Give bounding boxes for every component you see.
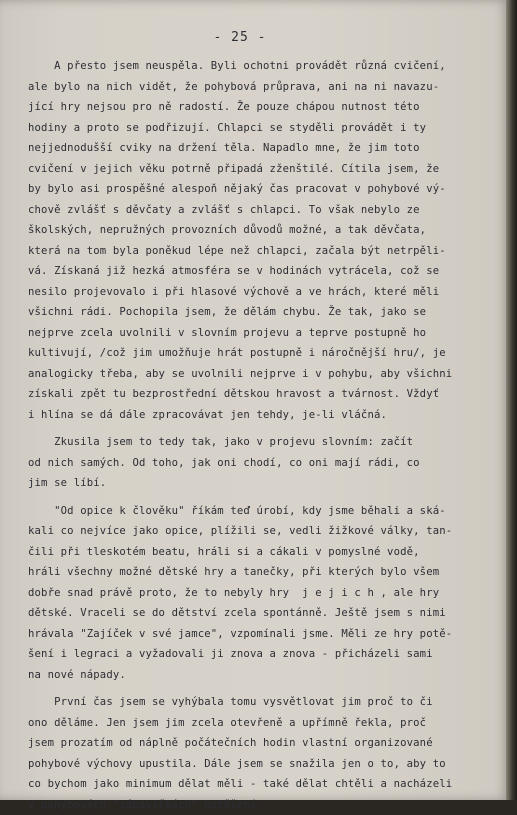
paragraph-gap [28,685,486,692]
text-line: hodiny a proto se podřizují. Chlapci se styděli provádět i ty [28,118,486,139]
text-line: analogicky třeba, aby se uvolnili nejprve i v pohybu, aby všichni [28,364,486,385]
binding-edge-shadow [506,0,517,800]
text-line: chově zvlášť s děvčaty a zvlášť s chlapci. To však nebylo ze [28,200,486,221]
paragraph-4 [28,692,486,815]
text-line: i hlína se dá dále zpracovávat jen tehdy, je-li vláčná. [28,405,486,426]
paragraph-3 [28,501,486,686]
text-line: dětské. Vraceli se do dětství zcela spontánně. Ještě jsem s nimi [28,603,486,624]
text-line: co bychom jako minimum dělat měli - také dělat chtěli a nacházeli [28,774,486,795]
text-line: od nich samých. Od toho, jak oni chodí, co oni mají rádi, co [28,453,486,474]
text-line: na nové nápady. [28,665,486,686]
text-line: kultivují, /což jim umožňuje hrát postupně i náročnější hru/, je [28,343,486,364]
text-line: šení i legraci a vyžadovali ji znova a znova - přicházeli sami [28,644,486,665]
text-line: kali co nejvíce jako opice, plížili se, vedli žižkové války, tan- [28,521,486,542]
text-line: "Od opice k člověku" říkám teď úrobí, kdy jsme běhali a ská- [28,501,486,522]
page-number: - 25 - [0,30,480,45]
page-body [28,56,486,815]
text-line: školských, nepružných provozních důvodů možné, a tak děvčata, [28,220,486,241]
paragraph-2 [28,432,486,494]
text-line: dobře snad právě proto, že to nebyly hry j e j i c h , ale hry [28,583,486,604]
text-line: vá. Získaná již hezká atmosféra se v hodinách vytrácela, což se [28,261,486,282]
text-line: by bylo asi prospěšné alespoň nějaký čas pracovat v pohybové vý- [28,179,486,200]
text-line: První čas jsem se vyhýbala tomu vysvětlovat jim proč to či [28,692,486,713]
paragraph-gap [28,494,486,501]
text-line: pohybové výchovy upustila. Dále jsem se snažila jen o to, aby to [28,754,486,775]
text-line: jim se líbí. [28,473,486,494]
text-line: cvičení v jejich věku potrně připadá zženštilé. Cítila jsem, že [28,159,486,180]
text-line: nejprve zcela uvolnili v slovním projevu a teprve postupně ho [28,323,486,344]
text-line: získali zpět tu bezprostřední dětskou hravost a tvárnost. Vždyť [28,384,486,405]
text-line: nesilo projevovalo i při hlasové výchově a ve hrách, které měli [28,282,486,303]
text-line: jící hry nejsou pro ně radostí. Že pouze chápou nutnost této [28,97,486,118]
text-line: nejjednodušší cviky na držení těla. Napadlo mne, že jim toto [28,138,486,159]
text-line: Zkusila jsem to tedy tak, jako v projevu slovním: začít [28,432,486,453]
text-line: hrávala "Zajíček v své jamce", vzpomínali jsme. Měli ze hry potě- [28,624,486,645]
text-line: která na tom byla poněkud lépe než chlapci, začala být netrpěli- [28,241,486,262]
text-line: čili při tleskotém beatu, hráli si a cákali v pomyslné vodě, [28,542,486,563]
text-line: ono děláme. Jen jsem jim zcela otevřeně a upřímně řekla, proč [28,713,486,734]
paragraph-1 [28,56,486,425]
text-line: A přesto jsem neuspěla. Byli ochotni provádět různá cvičení, [28,56,486,77]
text-line: hráli všechny možné dětské hry a tanečky, při kterých bylo všem [28,562,486,583]
text-line: všichni rádi. Pochopila jsem, že dělám chybu. Že tak, jako se [28,302,486,323]
paragraph-gap [28,425,486,432]
text-line: v pohybových "zábavičkách" potěšení. [28,795,486,815]
text-line: jsem prozatím od náplně počátečních hodin vlastní organizované [28,733,486,754]
text-line: ale bylo na nich vidět, že pohybová průprava, ani na ni navazu- [28,77,486,98]
